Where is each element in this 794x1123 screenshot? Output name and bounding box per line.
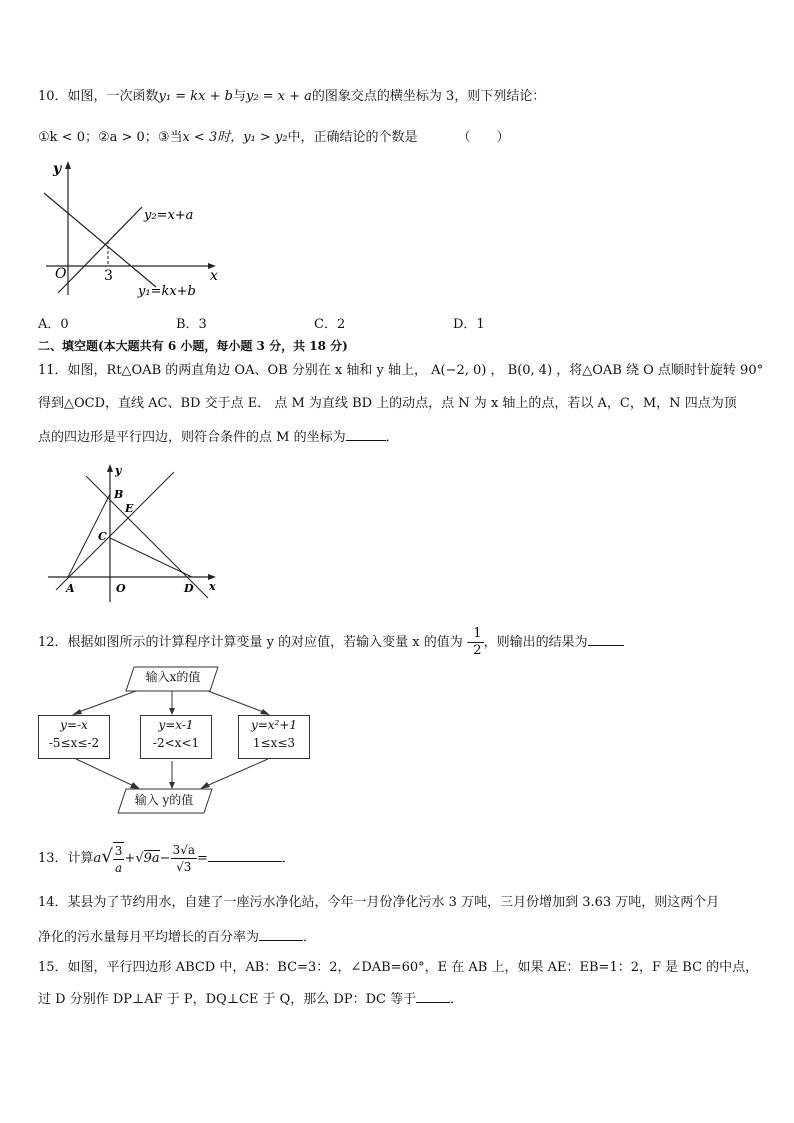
q10-answer-paren: （ ）: [457, 130, 510, 145]
q12-line: 12．根据如图所示的计算程序计算变量 y 的对应值，若输入变量 x 的值为 - $\frac{1}{2}$ ，则输出的结果为: [38, 626, 624, 659]
q11-label-y: y: [115, 464, 122, 477]
q13-root1: $\frac{3}{a}$: [114, 843, 123, 875]
q10-line1: 10．如图，一次函数y₁ = kx + b与y₂ = x + a的图象交点的横坐标为 3，则下列结论：: [38, 89, 546, 104]
q10-option-c: C．2: [314, 317, 346, 332]
q10-option-a: A．0: [38, 317, 69, 332]
q15-line2: 过 D 分别作 DP⊥AF 于 P，DQ⊥CE 于 Q，那么 DP：DC 等于 ．: [38, 988, 463, 1010]
q11-label-O: O: [116, 582, 126, 595]
q12-arrow-left-down: [76, 759, 136, 787]
q12-input-label: 输入x的值: [145, 670, 201, 684]
q10-graph: [38, 155, 228, 305]
q12-arrowhead-mid-down: [169, 782, 175, 789]
q11-answer-blank: [346, 426, 386, 441]
q15-answer-blank: [416, 988, 450, 1003]
q11-y-arrow: [107, 464, 113, 472]
q13-answer-blank: [208, 847, 282, 862]
q11-line2: 得到△OCD，直线 AC、BD 交于点 E． 点 M 为直线 BD 上的动点，点 N 为 x 轴上的点，若以 A，C，M，N 四点为顶: [38, 396, 737, 411]
q12-box-right: y=x²+1 1≤x≤3: [238, 715, 310, 759]
q11-label-E: E: [125, 502, 134, 515]
q10-option-b: B．3: [176, 317, 207, 332]
q10-y-arrow: [65, 161, 71, 169]
q12-fraction: $\frac{1}{2}$: [473, 626, 482, 658]
q11-label-B: B: [114, 488, 124, 501]
q11-line1: 11．如图，Rt△OAB 的两直角边 OA、OB 分别在 x 轴和 y 轴上， A(−2, 0) ， B(0, 4) ，将△OAB 绕 O 点顺时针旋转 90°: [38, 363, 764, 378]
q10-line2: ①k < 0；②a > 0；③当x < 3时，y₁ > y₂中，正确结论的个数是 （ ）: [38, 130, 510, 145]
q10-eq2: y₂ = x + a: [245, 89, 312, 104]
q12-arrow-right: [208, 691, 266, 713]
q12-arrowhead-left-down: [130, 782, 140, 789]
q11-line3: 点的四边形是平行四边，则符合条件的点 M 的坐标为 ．: [38, 426, 399, 448]
q11-label-x: x: [209, 580, 216, 593]
q12-arrowhead-mid: [169, 708, 175, 715]
q12-arrow-right-down: [204, 759, 268, 787]
q10-origin-label: O: [55, 266, 67, 282]
q12-output-label: 输入 y的值: [134, 793, 194, 807]
q13-sqrt2-sign: √: [135, 851, 144, 866]
q15-line1: 15．如图，平行四边形 ABCD 中，AB：BC=3：2，∠DAB=60°，E 在 AB 上，如果 AE：EB=1：2，F 是 BC 的中点，: [38, 960, 759, 975]
q10-x-label: x: [210, 268, 218, 284]
q13-line: 13．计算a√ $\frac{3}{a}$ +√9a− $\frac{3√a}{√3}$ = ．: [38, 843, 295, 875]
q13-sqrt1-sign: √: [101, 846, 113, 867]
q10-line1-label: y₁=kx+b: [138, 284, 196, 299]
q10-eq1: y₁ = kx + b: [158, 89, 233, 104]
q11-label-D: D: [184, 582, 194, 595]
q11-figure: [46, 462, 226, 604]
section-2-heading: 二、填空题(本大题共有 6 小题，每小题 3 分，共 18 分): [38, 339, 348, 353]
q14-line1: 14．某县为了节约用水，自建了一座污水净化站，今年一月份净化污水 3 万吨，三月份增加到 3.63 万吨，则这两个月: [38, 895, 720, 910]
q11-label-C: C: [98, 530, 107, 543]
q12-box-left: y=-x -5≤x≤-2: [38, 715, 110, 759]
q12-box-mid: y=x-1 -2<x<1: [140, 715, 212, 759]
q12-answer-blank: [588, 631, 624, 646]
q12-arrow-left: [76, 691, 136, 713]
q11-line-CD: [110, 538, 192, 577]
q13-fraction: $\frac{3√a}{√3}$: [172, 843, 196, 874]
q12-arrowhead-right-down: [200, 782, 210, 789]
q14-line2: 净化的污水量每月平均增长的百分率为 ．: [38, 926, 316, 948]
q14-answer-blank: [259, 926, 303, 941]
q10-tick-label: 3: [104, 268, 113, 284]
q11-label-A: A: [66, 582, 75, 595]
q10-line-y2: [58, 207, 142, 293]
q10-line2-label: y₂=x+a: [144, 208, 194, 223]
q10-y-label: y: [53, 161, 62, 177]
q10-option-d: D．1: [453, 317, 485, 332]
